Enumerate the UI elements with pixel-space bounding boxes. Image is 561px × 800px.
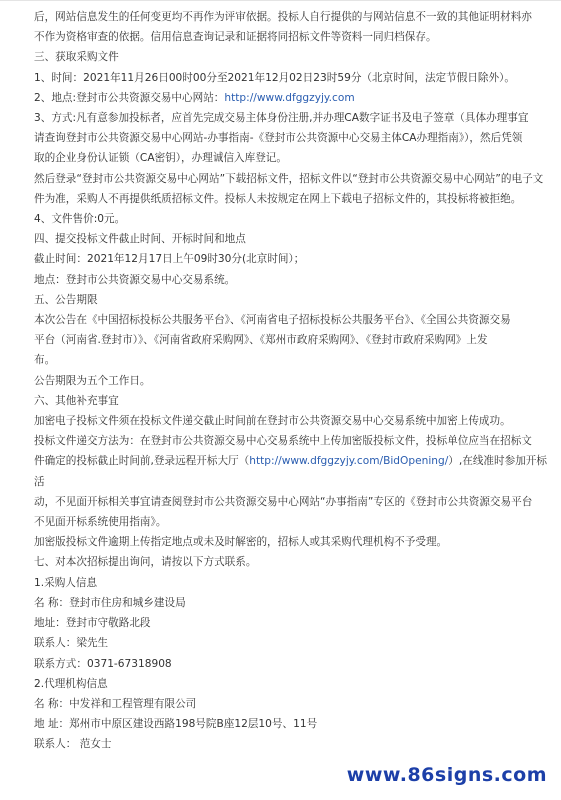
- section-3-time: 1、时间：2021年11月26日00时00分至2021年12月02日23时59分（北京时间，法定节假日除外）。: [34, 71, 516, 84]
- section-3-method-4: 然后登录“登封市公共资源交易中心网站”下载招标文件，招标文件以“登封市公共资源交易中心网站”的电子文: [34, 172, 544, 185]
- purchaser-address: 地址：登封市守敬路北段: [34, 617, 151, 630]
- section-4-location: 地点：登封市公共资源交易中心交易系统。: [34, 273, 236, 286]
- section-5-line-3: 布。: [34, 354, 56, 367]
- intro-line-2: 不作为资格审查的依据。信用信息查询记录和证据将同招标文件等资料一同归档保存。: [34, 31, 437, 44]
- purchaser-title: 1.采购人信息: [34, 576, 98, 589]
- section-5-line-2: 平台（河南省.登封市）》、《河南省政府采购网》、《郑州市政府采购网》、《登封市政府采购网》上发: [34, 334, 488, 347]
- section-3-method-5: 件为准，采购人不再提供纸质招标文件。投标人未按规定在网上下载电子招标文件的，其投标将被拒绝。: [34, 192, 522, 205]
- agency-address: 地 址：郑州市中原区建设西路198号院B座12层10号、11号: [34, 718, 318, 731]
- section-4-deadline: 截止时间：2021年12月17日上午09时30分(北京时间）；: [34, 253, 305, 266]
- section-5-line-1: 本次公告在《中国招标投标公共服务平台》、《河南省电子招标投标公共服务平台》、《全国公共资源交易: [34, 314, 511, 327]
- section-3-method-3: 取的企业身份认证锁（CA密钥），办理诚信入库登记。: [34, 152, 287, 165]
- section-6-para-b-prefix: 件确定的投标截止时间前,登录远程开标大厅（: [34, 455, 250, 468]
- purchaser-contact: 联系人：梁先生: [34, 637, 109, 650]
- intro-line-1: 后，网站信息发生的任何变更均不再作为评审依据。投标人自行提供的与网站信息不一致的其他证明材料亦: [34, 11, 532, 23]
- section-3-title: 三、获取采购文件: [34, 51, 119, 64]
- section-6-para-b-suffix: ）,在线准时参加开标活: [34, 455, 547, 488]
- section-5-period: 公告期限为五个工作日。: [34, 374, 151, 387]
- section-6-title: 六、其他补充事宜: [34, 394, 119, 407]
- section-3-place-label: 2、地点:登封市公共资源交易中心网站：: [34, 91, 225, 104]
- bid-opening-link[interactable]: http://www.dfggzyjy.com/BidOpening/: [249, 455, 449, 468]
- agency-title: 2.代理机构信息: [34, 677, 108, 690]
- section-4-title: 四、提交投标文件截止时间、开标时间和地点: [34, 233, 246, 246]
- section-3-method-1: 3、方式:凡有意参加投标者，应首先完成交易主体身份注册,并办理CA数字证书及电子签章（具体办理事宜: [34, 112, 529, 125]
- announcement-body: [0, 1, 561, 755]
- section-5-title: 五、公告期限: [34, 293, 98, 306]
- section-6-para-a: 投标文件递交方法为：在登封市公共资源交易中心交易系统中上传加密版投标文件，投标单位应当在招标文: [34, 435, 532, 448]
- website-link[interactable]: http://www.dfggzyjy.com: [224, 91, 355, 104]
- section-7-title: 七、对本次招标提出询问，请按以下方式联系。: [34, 556, 257, 569]
- section-6-line-1: 加密电子投标文件须在投标文件递交截止时间前在登封市公共资源交易中心交易系统中加密上传成功。: [34, 415, 511, 428]
- site-watermark: www.86signs.com: [346, 764, 547, 786]
- section-6-para-c-2: 不见面开标系统使用指南》。: [34, 516, 167, 529]
- section-3-method-2: 请查询登封市公共资源交易中心网站-办事指南-《登封市公共资源中心交易主体CA办理指南》），然后凭领: [34, 132, 523, 145]
- purchaser-name: 名 称：登封市住房和城乡建设局: [34, 596, 186, 609]
- agency-contact: 联系人： 范女士: [34, 738, 112, 751]
- agency-name: 名 称：中发祥和工程管理有限公司: [34, 697, 197, 710]
- section-6-para-b: [34, 451, 549, 491]
- section-6-para-c-1: 动，不见面开标相关事宜请查阅登封市公共资源交易中心网站“办事指南”专区的《登封市公共资源交易平台: [34, 495, 533, 508]
- purchaser-phone: 联系方式：0371-67318908: [34, 657, 172, 670]
- section-3-place: [34, 88, 549, 108]
- section-3-price: 4、文件售价:0元。: [34, 213, 126, 226]
- section-6-last: 加密版投标文件逾期上传指定地点或未及时解密的，招标人或其采购代理机构不予受理。: [34, 536, 448, 549]
